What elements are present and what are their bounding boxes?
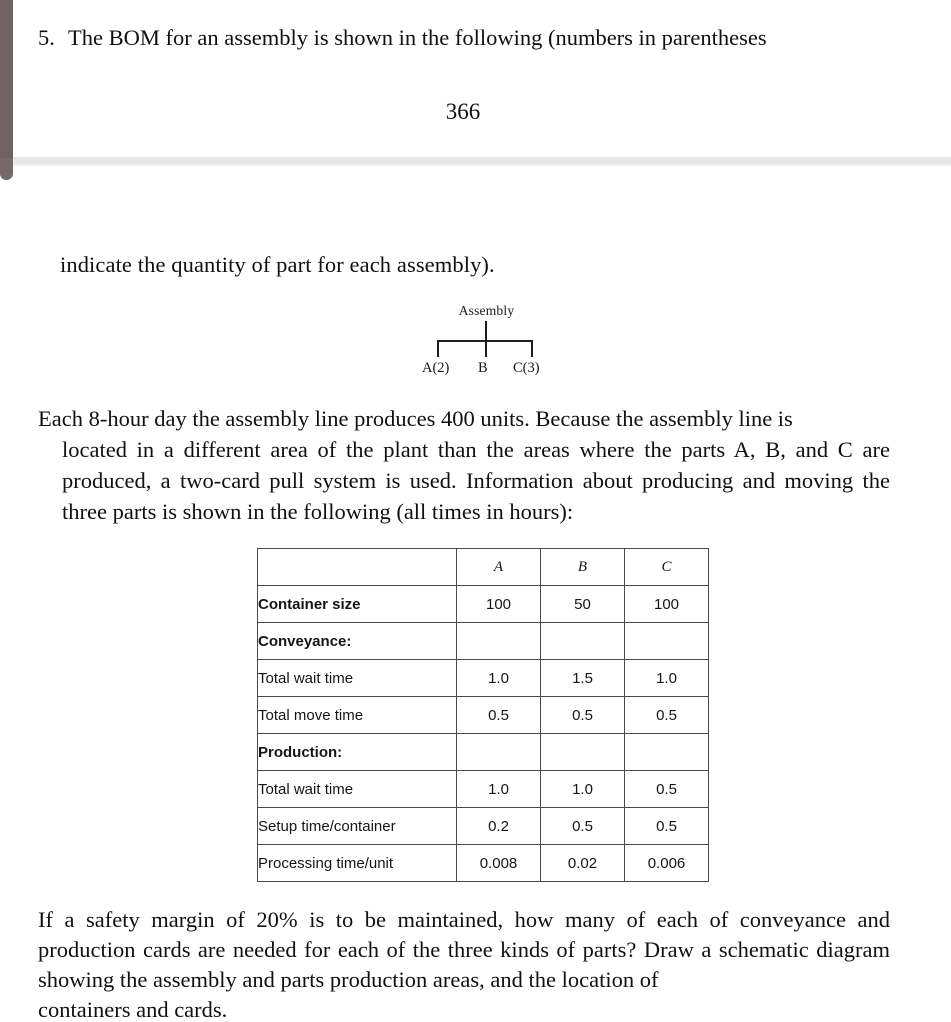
- table-cell-a: [457, 623, 541, 660]
- table-cell-b: 50: [541, 586, 625, 623]
- bom-root-label: Assembly: [458, 303, 515, 318]
- table-cell-b: 0.5: [541, 697, 625, 734]
- table-cell-c: [625, 734, 709, 771]
- bom-leaf-labels: [424, 360, 549, 380]
- table-row: [258, 734, 709, 771]
- table-row-label: Total move time: [258, 697, 457, 734]
- table-cell-c: 1.0: [625, 660, 709, 697]
- table-cell-a: [457, 734, 541, 771]
- table-cell-a: 1.0: [457, 660, 541, 697]
- question-text: The BOM for an assembly is shown in the following (numbers in parentheses: [68, 25, 767, 50]
- table-cell-b: 1.5: [541, 660, 625, 697]
- table-row-label: Container size: [258, 586, 457, 623]
- table-cell-b: [541, 623, 625, 660]
- page-number: 366: [445, 99, 481, 124]
- table-cell-c: [625, 623, 709, 660]
- parts-data-table: [257, 548, 709, 882]
- continuation-text: indicate the quantity of part for each assembly).: [60, 252, 495, 277]
- table-row: [258, 697, 709, 734]
- table-row-label: Production:: [258, 734, 457, 771]
- table-header-blank: [258, 549, 457, 586]
- bom-branch-line-c: [531, 341, 533, 357]
- table-cell-b: 1.0: [541, 771, 625, 808]
- scan-segment-separator-lower: [13, 164, 951, 166]
- table-row: [258, 808, 709, 845]
- bom-leaf-a: A(2): [422, 360, 450, 376]
- scan-edge-bar-shadow: [0, 158, 13, 180]
- table-header-b: B: [541, 549, 625, 586]
- closing-paragraph-last: containers and cards.: [38, 997, 228, 1022]
- table-row: [258, 845, 709, 882]
- table-row-label: Setup time/container: [258, 808, 457, 845]
- question-number: 5.: [38, 25, 55, 50]
- bom-stem-line: [485, 321, 487, 341]
- closing-paragraph-main: If a safety margin of 20% is to be maintained, how many of each of conveyance and production cards are needed for each of the three kinds of parts? Draw a schematic diagram showing the assembly and parts production areas, and the location of: [38, 907, 890, 992]
- bom-leaf-b: B: [478, 360, 488, 376]
- table-header-c: C: [625, 549, 709, 586]
- table-cell-c: 100: [625, 586, 709, 623]
- table-cell-a: 100: [457, 586, 541, 623]
- bom-branch-line-b: [485, 341, 487, 357]
- table-body: [258, 586, 709, 882]
- table-row-label: Conveyance:: [258, 623, 457, 660]
- table-row: [258, 660, 709, 697]
- table-row-label: Total wait time: [258, 660, 457, 697]
- table-row: [258, 623, 709, 660]
- table-cell-b: [541, 734, 625, 771]
- table-cell-b: 0.02: [541, 845, 625, 882]
- bom-tree-diagram: [424, 303, 549, 385]
- intro-paragraph-line1: Each 8-hour day the assembly line produces 400 units. Because the assembly line is: [38, 406, 793, 431]
- table-cell-c: 0.5: [625, 697, 709, 734]
- table-row: [258, 586, 709, 623]
- table-cell-a: 1.0: [457, 771, 541, 808]
- table-cell-a: 0.5: [457, 697, 541, 734]
- table-header-row: [258, 549, 709, 586]
- table-row-label: Total wait time: [258, 771, 457, 808]
- table-row-label: Processing time/unit: [258, 845, 457, 882]
- intro-paragraph: [38, 403, 890, 527]
- table-cell-c: 0.5: [625, 771, 709, 808]
- table-cell-a: 0.2: [457, 808, 541, 845]
- table-cell-a: 0.008: [457, 845, 541, 882]
- table-cell-b: 0.5: [541, 808, 625, 845]
- question-heading: [38, 23, 923, 53]
- closing-paragraph: [38, 905, 890, 1022]
- scan-edge-bar: [0, 0, 13, 180]
- parts-data-table-container: [257, 548, 708, 882]
- scan-segment-separator: [13, 157, 951, 164]
- table-cell-c: 0.5: [625, 808, 709, 845]
- table-row: [258, 771, 709, 808]
- table-header-a: A: [457, 549, 541, 586]
- bom-branch-line-a: [437, 341, 439, 357]
- intro-paragraph-rest: located in a different area of the plant than the areas where the parts A, B, and C are produced, a two-card pull system is used. Information about producing and moving the three parts is shown in the following (all times in hours):: [62, 437, 890, 524]
- table-cell-c: 0.006: [625, 845, 709, 882]
- bom-leaf-c: C(3): [513, 360, 540, 376]
